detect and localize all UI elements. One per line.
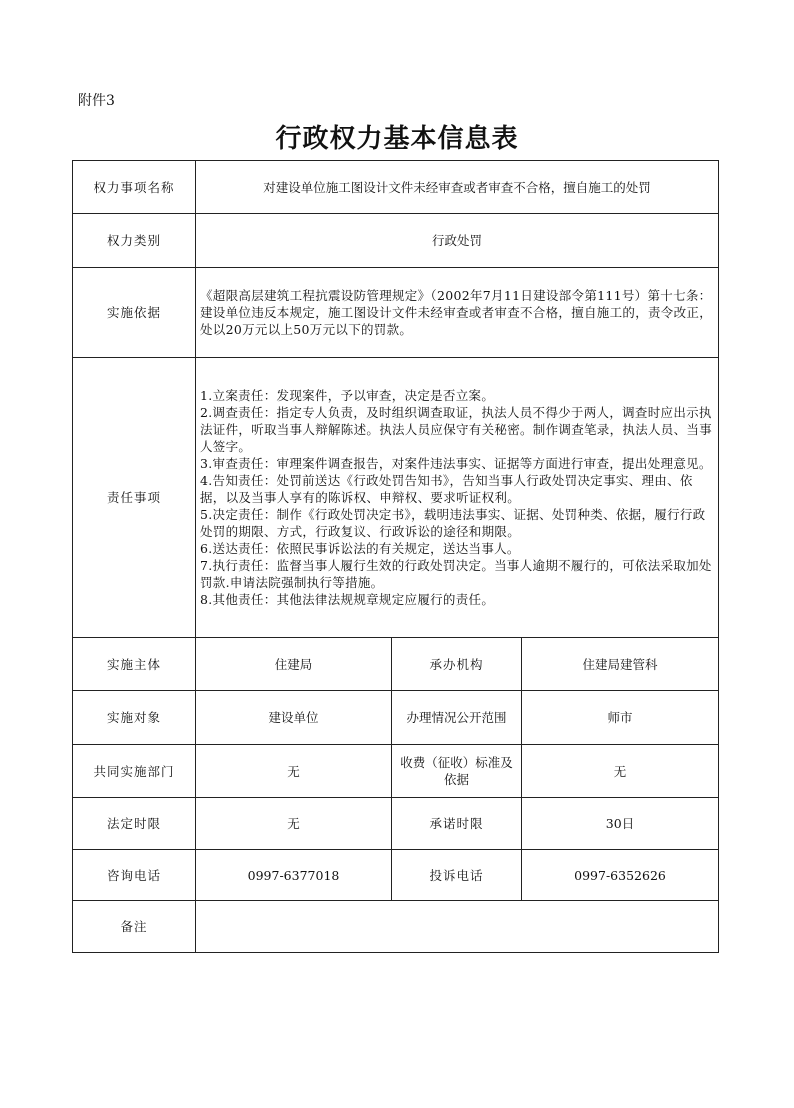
disclosure-scope-value: 师市 xyxy=(522,691,719,745)
table-row-remarks xyxy=(73,901,719,953)
handling-agency-label: 承办机构 xyxy=(392,638,522,691)
basis-label: 实施依据 xyxy=(73,268,196,358)
info-table xyxy=(72,160,719,953)
table-row-subject xyxy=(73,638,719,691)
responsibility-item: 4.告知责任：处罚前送达《行政处罚告知书》，告知当事人行政处罚决定事实、理由、依据，以及当事人享有的陈诉权、申辩权、要求听证权利。 xyxy=(200,473,693,505)
promised-limit-value: 30日 xyxy=(522,798,719,850)
subject-label: 实施主体 xyxy=(73,638,196,691)
joint-dept-label: 共同实施部门 xyxy=(73,745,196,798)
responsibilities-label: 责任事项 xyxy=(73,358,196,638)
table-row-basis xyxy=(73,268,719,358)
target-label: 实施对象 xyxy=(73,691,196,745)
legal-limit-label: 法定时限 xyxy=(73,798,196,850)
table-row-legal-limit xyxy=(73,798,719,850)
responsibility-item: 8.其他责任：其他法律法规规章规定应履行的责任。 xyxy=(200,592,495,607)
joint-dept-value: 无 xyxy=(196,745,392,798)
consult-phone-label: 咨询电话 xyxy=(73,850,196,901)
table-row-item-name xyxy=(73,161,719,214)
fee-standard-label: 收费（征收）标准及依据 xyxy=(392,745,522,798)
subject-value: 住建局 xyxy=(196,638,392,691)
remarks-value xyxy=(196,901,719,953)
complaint-phone-value: 0997-6352626 xyxy=(522,850,719,901)
item-name-label: 权力事项名称 xyxy=(73,161,196,214)
promised-limit-label: 承诺时限 xyxy=(392,798,522,850)
table-row-target xyxy=(73,691,719,745)
responsibilities-list xyxy=(196,358,719,638)
responsibility-item: 7.执行责任：监督当事人履行生效的行政处罚决定。当事人逾期不履行的，可依法采取加处罚款.申请法院强制执行等措施。 xyxy=(200,558,712,590)
consult-phone-value: 0997-6377018 xyxy=(196,850,392,901)
attachment-label: 附件3 xyxy=(78,93,115,109)
responsibility-item: 5.决定责任：制作《行政处罚决定书》，载明违法事实、证据、处罚种类、依据，履行行政处罚的期限、方式，行政复议、行政诉讼的途径和期限。 xyxy=(200,507,706,539)
handling-agency-value: 住建局建管科 xyxy=(522,638,719,691)
basis-value: 《超限高层建筑工程抗震设防管理规定》（2002年7月11日建设部令第111号）第十七条：建设单位违反本规定，施工图设计文件未经审查或者审查不合格，擅自施工的，责令改正，处以20万元以上50万元以下的罚款。 xyxy=(196,268,719,358)
responsibility-item: 2.调查责任：指定专人负责，及时组织调查取证，执法人员不得少于两人，调查时应出示执法证件，听取当事人辩解陈述。执法人员应保守有关秘密。制作调查笔录，执法人员、当事人签字。 xyxy=(200,405,713,454)
responsibility-item: 3.审查责任：审理案件调查报告，对案件违法事实、证据等方面进行审查，提出处理意见。 xyxy=(200,456,712,471)
complaint-phone-label: 投诉电话 xyxy=(392,850,522,901)
category-value: 行政处罚 xyxy=(196,214,719,268)
category-label: 权力类别 xyxy=(73,214,196,268)
disclosure-scope-label: 办理情况公开范围 xyxy=(392,691,522,745)
remarks-label: 备注 xyxy=(73,901,196,953)
item-name-value: 对建设单位施工图设计文件未经审查或者审查不合格，擅自施工的处罚 xyxy=(196,161,719,214)
table-row-responsibilities xyxy=(73,358,719,638)
responsibility-item: 1.立案责任：发现案件，予以审查，决定是否立案。 xyxy=(200,388,495,403)
page-title: 行政权力基本信息表 xyxy=(275,124,519,154)
fee-standard-value: 无 xyxy=(522,745,719,798)
legal-limit-value: 无 xyxy=(196,798,392,850)
table-row-category xyxy=(73,214,719,268)
table-row-joint-dept xyxy=(73,745,719,798)
responsibility-item: 6.送达责任：依照民事诉讼法的有关规定，送达当事人。 xyxy=(200,541,520,556)
target-value: 建设单位 xyxy=(196,691,392,745)
table-row-phone xyxy=(73,850,719,901)
